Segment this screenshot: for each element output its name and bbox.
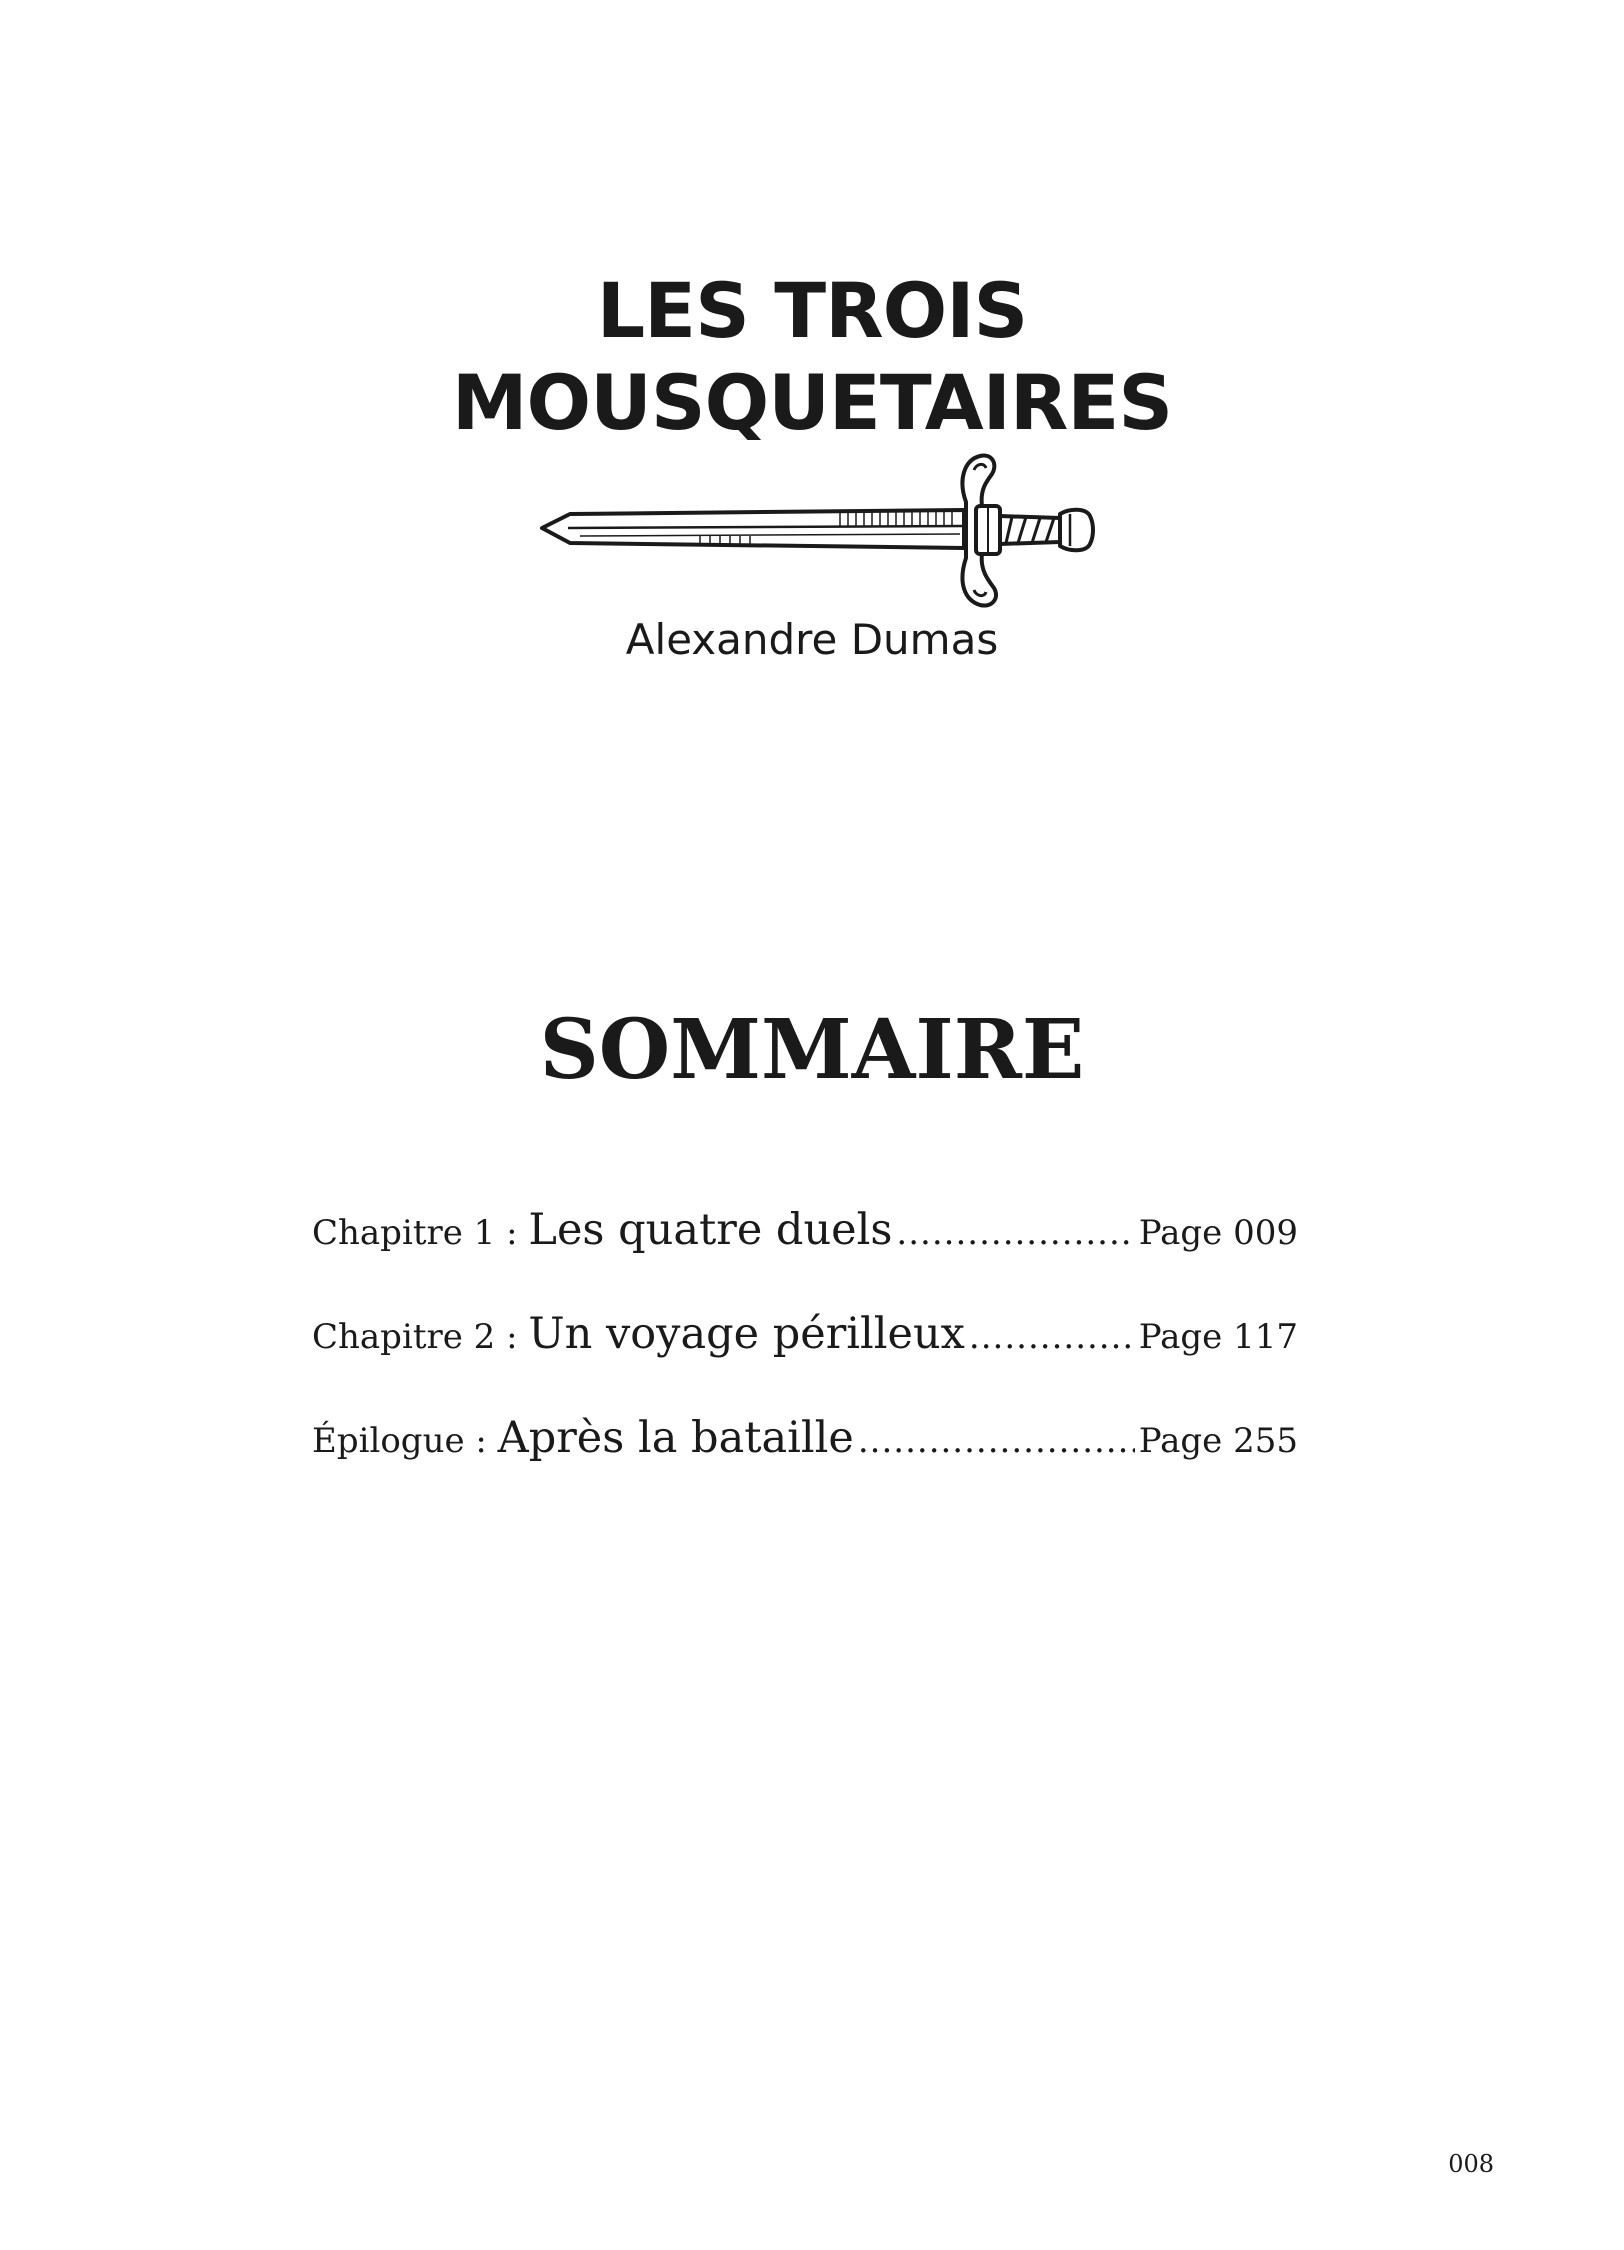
toc-entry-page: Page 009	[1138, 1213, 1298, 1253]
toc-entry-label: Épilogue	[312, 1421, 465, 1461]
toc-entry-label: Chapitre 1	[312, 1213, 496, 1253]
toc-dot-leader	[969, 1317, 1135, 1357]
page-number: 008	[1448, 2150, 1494, 2178]
book-author: Alexandre Dumas	[625, 615, 999, 664]
toc-heading: SOMMAIRE	[539, 1002, 1085, 1098]
toc-entry-separator: :	[495, 1213, 529, 1253]
toc-entry-chapter-1[interactable]	[312, 1205, 1298, 1309]
toc-list	[312, 1205, 1298, 1517]
toc-entry-page: Page 255	[1138, 1421, 1298, 1461]
toc-entry-chapter-2[interactable]	[312, 1309, 1298, 1413]
toc-entry-title: Les quatre duels	[528, 1205, 893, 1255]
toc-dot-leader	[896, 1213, 1134, 1253]
toc-entry-page: Page 117	[1138, 1317, 1298, 1357]
book-title-line-2: MOUSQUETAIRES	[451, 358, 1173, 447]
toc-entry-separator: :	[464, 1421, 498, 1461]
toc-entry-title: Après la bataille	[497, 1413, 854, 1463]
sword-icon	[540, 450, 1100, 610]
toc-dot-leader	[858, 1421, 1135, 1461]
toc-entry-separator: :	[495, 1317, 529, 1357]
toc-entry-label: Chapitre 2	[312, 1317, 496, 1357]
toc-entry-title: Un voyage périlleux	[528, 1309, 965, 1359]
book-title-line-1: LES TROIS	[596, 266, 1028, 355]
toc-entry-epilogue[interactable]	[312, 1413, 1298, 1517]
